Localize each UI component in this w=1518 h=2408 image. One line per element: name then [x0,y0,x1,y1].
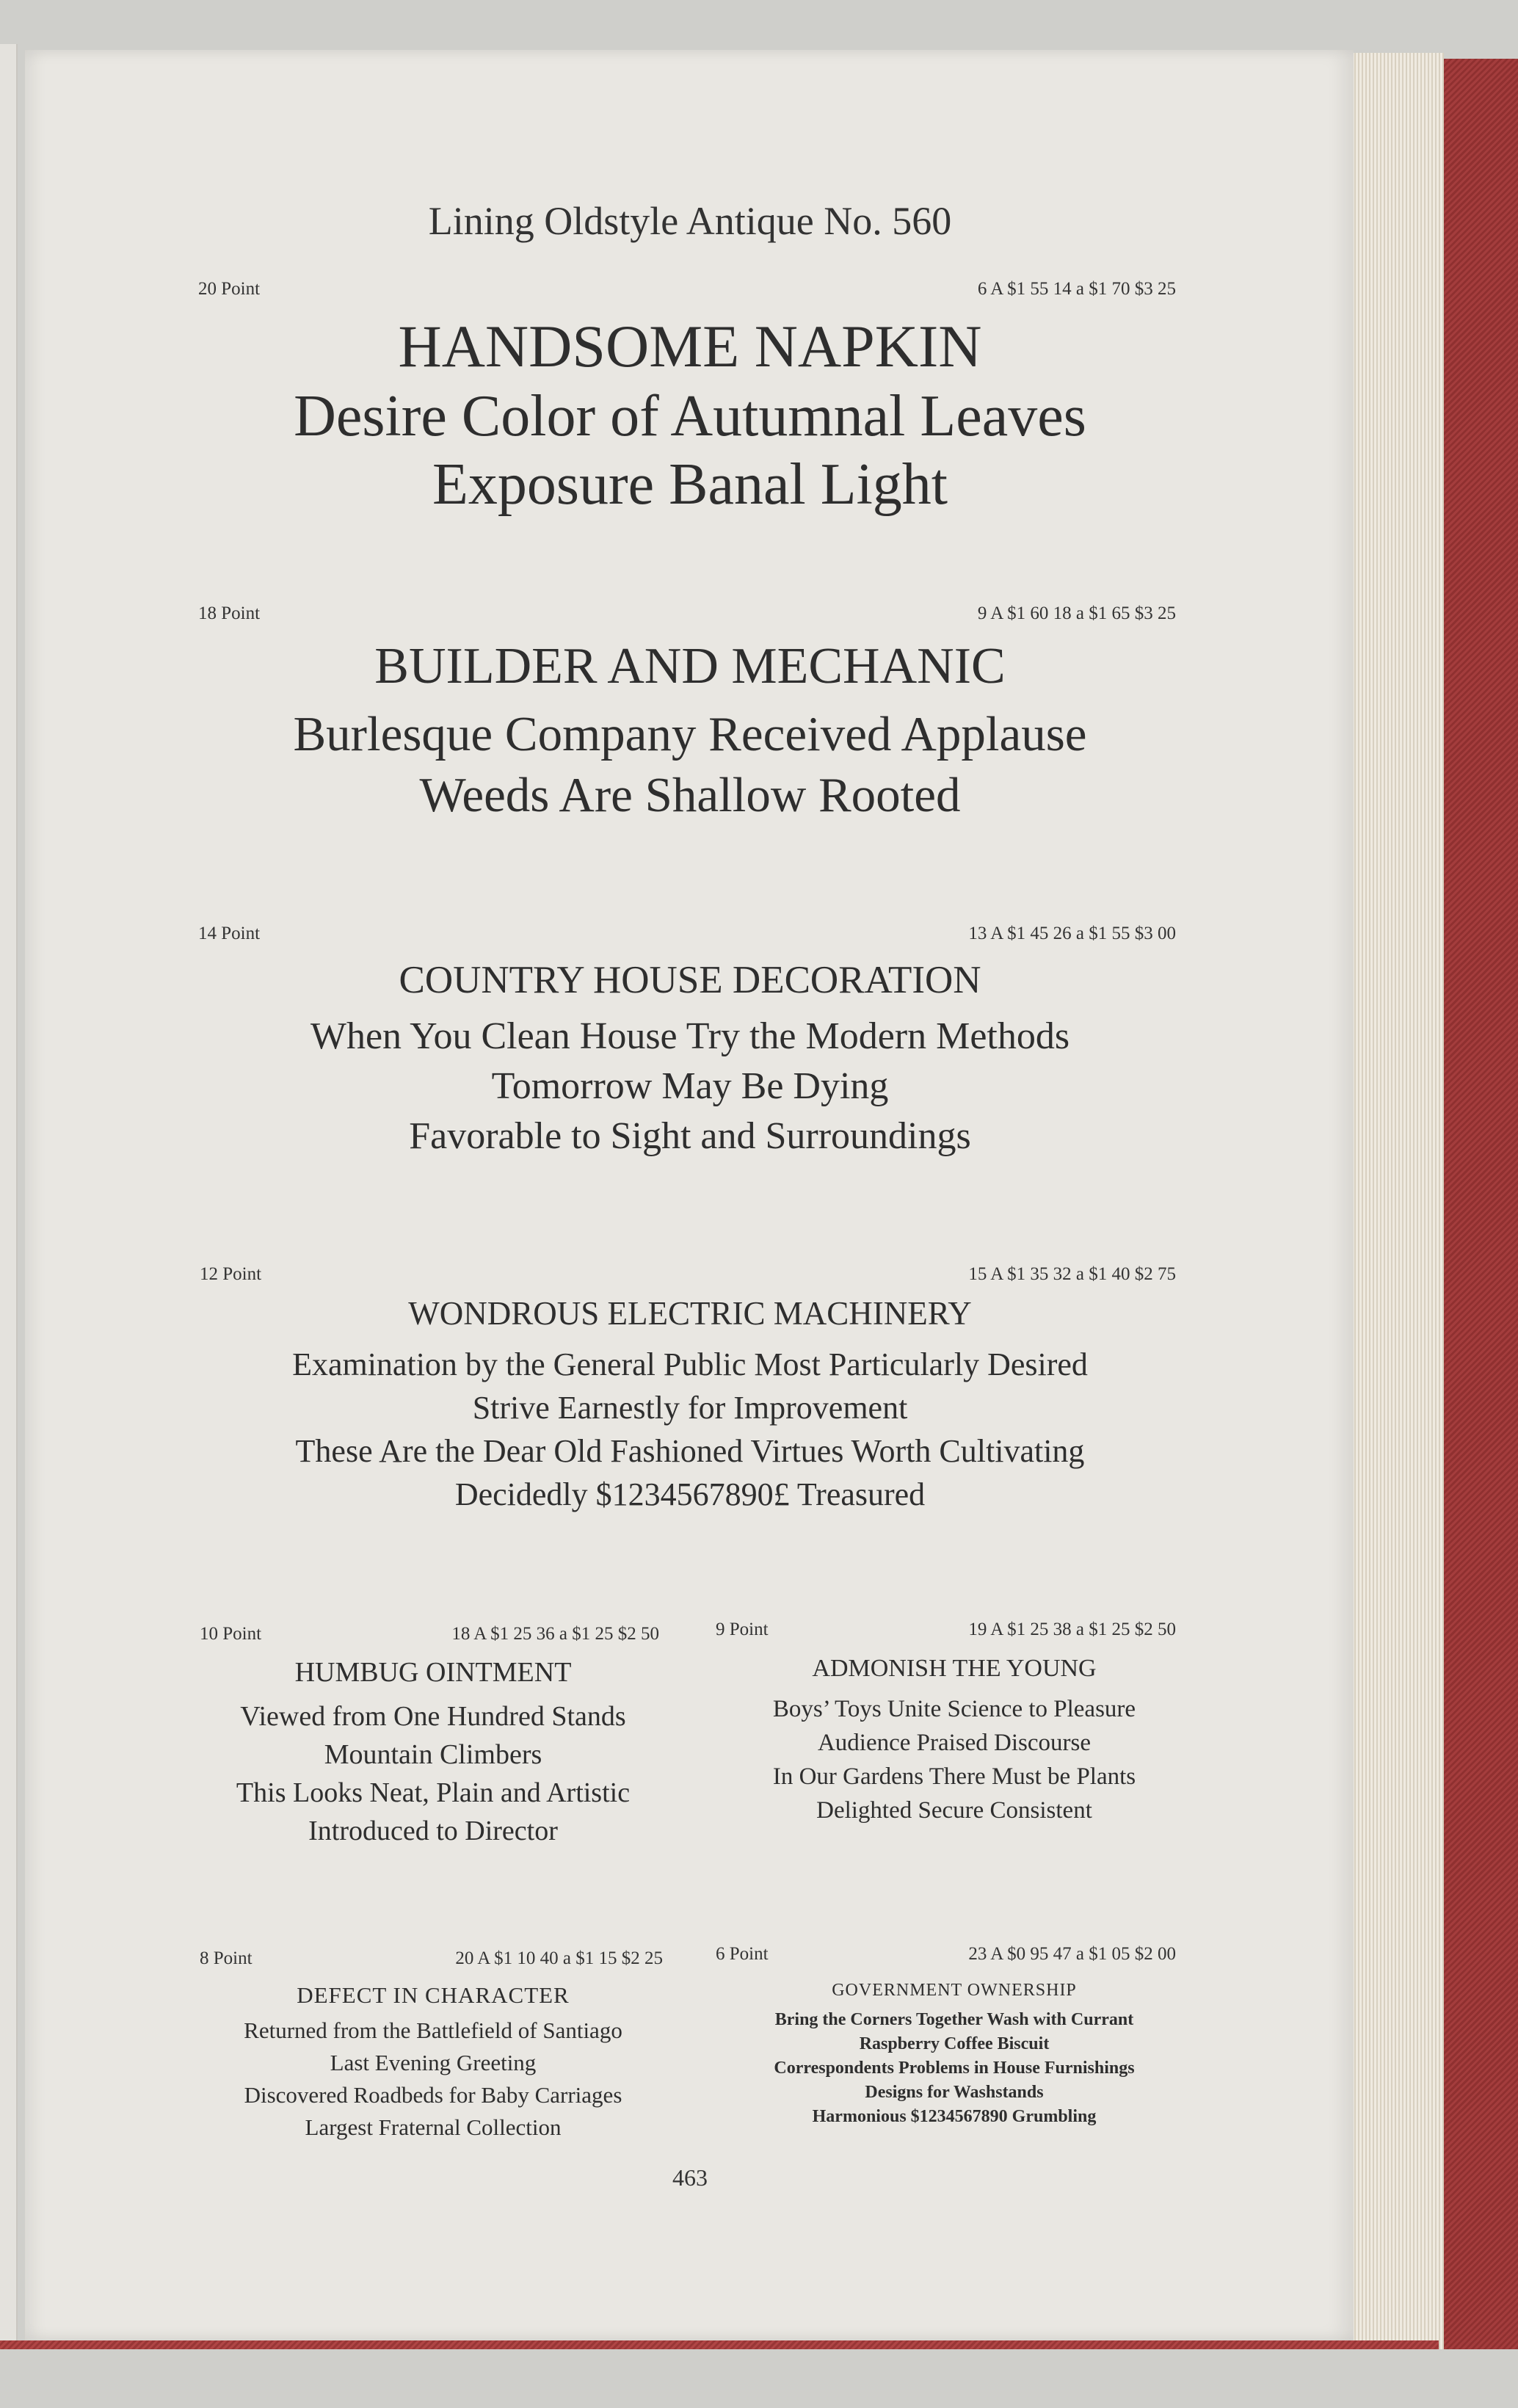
price-9pt: 19 A $1 25 38 a $1 25 $2 50 [968,1620,1176,1639]
specimen-10pt-line: Viewed from One Hundred Stands [240,1701,626,1732]
specimen-9pt-line: Audience Praised Discourse [817,1730,1092,1756]
size-label-8pt: 8 Point [200,1948,253,1968]
specimen-12pt-line: These Are the Dear Old Fashioned Virtues Worth Cultivating [295,1433,1085,1469]
price-6pt: 23 A $0 95 47 a $1 05 $2 00 [968,1944,1176,1964]
price-12pt: 15 A $1 35 32 a $1 40 $2 75 [968,1264,1176,1284]
specimen-18pt-line: Burlesque Company Received Applause [293,707,1087,761]
specimen-6pt-line: Raspberry Coffee Biscuit [859,2034,1050,2053]
size-label-12pt: 12 Point [200,1264,262,1284]
specimen-20pt-line: Exposure Banal Light [432,452,948,517]
price-20pt: 6 A $1 55 14 a $1 70 $3 25 [977,279,1176,299]
size-label-9pt: 9 Point [716,1620,769,1639]
specimen-6pt-line: Designs for Washstands [865,2083,1044,2102]
specimen-9pt-line: Boys’ Toys Unite Science to Pleasure [772,1696,1136,1722]
specimen-12pt-caps: WONDROUS ELECTRIC MACHINERY [408,1295,972,1332]
page-title: Lining Oldstyle Antique No. 560 [428,199,952,243]
specimen-12pt-line: Decidedly $1234567890£ Treasured [454,1476,926,1512]
specimen-8pt-line: Discovered Roadbeds for Baby Carriages [244,2082,622,2108]
specimen-9pt-caps: ADMONISH THE YOUNG [812,1655,1097,1682]
specimen-20pt-line: Desire Color of Autumnal Leaves [294,384,1086,449]
price-10pt: 18 A $1 25 36 a $1 25 $2 50 [451,1624,659,1644]
size-label-10pt: 10 Point [200,1624,262,1644]
specimen-10pt-caps: HUMBUG OINTMENT [294,1657,572,1688]
size-label-6pt: 6 Point [716,1944,769,1964]
specimen-14pt-line: When You Clean House Try the Modern Methods [310,1015,1070,1057]
specimen-9pt-line: In Our Gardens There Must be Plants [772,1763,1136,1790]
specimen-9pt-line: Delighted Secure Consistent [816,1797,1092,1824]
price-8pt: 20 A $1 10 40 a $1 15 $2 25 [455,1948,663,1968]
specimen-6pt-line: Correspondents Problems in House Furnishings [774,2059,1135,2078]
left-page-edge [0,44,18,2371]
page-number: 463 [672,2164,708,2191]
page-stack-edge [1347,53,1444,2351]
specimen-6pt-line: Harmonious $1234567890 Grumbling [812,2107,1097,2126]
specimen-8pt-caps: DEFECT IN CHARACTER [297,1982,570,2008]
specimen-20pt-caps: HANDSOME NAPKIN [398,313,982,380]
size-label-18pt: 18 Point [198,603,261,623]
specimen-18pt-line: Weeds Are Shallow Rooted [419,768,961,822]
specimen-12pt-line: Strive Earnestly for Improvement [472,1390,908,1426]
specimen-8pt-line: Last Evening Greeting [330,2050,537,2075]
specimen-14pt-line: Tomorrow May Be Dying [491,1065,889,1107]
price-14pt: 13 A $1 45 26 a $1 55 $3 00 [968,924,1176,943]
specimen-6pt-line: Bring the Corners Together Wash with Currant [774,2010,1134,2029]
specimen-14pt-caps: COUNTRY HOUSE DECORATION [399,959,981,1001]
specimen-8pt-line: Largest Fraternal Collection [305,2114,562,2140]
specimen-8pt-line: Returned from the Battlefield of Santiago [244,2017,622,2043]
specimen-10pt-line: Introduced to Director [308,1816,558,1846]
specimen-14pt-line: Favorable to Sight and Surroundings [409,1115,971,1157]
price-18pt: 9 A $1 60 18 a $1 65 $3 25 [977,603,1176,623]
specimen-18pt-caps: BUILDER AND MECHANIC [374,638,1006,695]
size-label-20pt: 20 Point [198,279,261,299]
specimen-6pt-caps: GOVERNMENT OWNERSHIP [832,1981,1077,2000]
size-label-14pt: 14 Point [198,924,261,943]
specimen-12pt-line: Examination by the General Public Most Particularly Desired [292,1346,1088,1382]
background-bottom [0,2349,1518,2408]
specimen-10pt-line: This Looks Neat, Plain and Artistic [236,1777,631,1808]
specimen-10pt-line: Mountain Climbers [324,1739,542,1770]
